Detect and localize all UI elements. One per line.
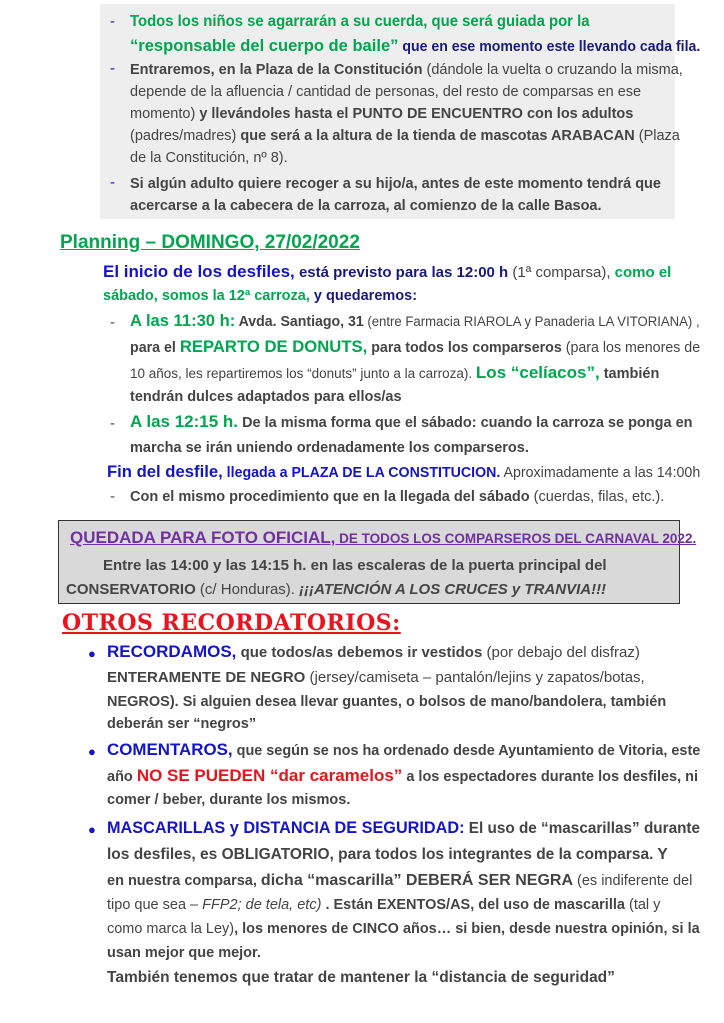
reminder-item [107,919,700,939]
reminder-text: (jersey/camiseta – pantalón/lejins y zapatos/botas, [305,669,645,686]
reminder-item [107,871,692,891]
reminder-text: dicha “mascarilla” DEBERÁ SER NEGRA [260,872,574,889]
reminder-text: deberán ser “negros” [107,716,257,732]
list-dash: - [110,314,115,331]
list-item [130,104,633,124]
item-text: marcha se irán uniendo ordenadamente los comparseros. [130,440,529,456]
planning-intro [103,262,671,283]
item-text: (Plaza [634,128,680,144]
reminder-text: ENTERAMENTE DE NEGRO [107,669,306,686]
item-text: para todos los comparseros [367,340,562,356]
reminder-text: en nuestra comparsa, [107,873,261,889]
reminder-text: (por debajo del disfraz) [482,644,640,661]
list-item [130,412,693,433]
intro-text: (1ª comparsa), [508,264,611,281]
item-text: (para los menores de [561,340,701,356]
otros-title: OTROS RECORDATORIOS: [62,610,401,636]
bullet-icon: ● [88,744,96,759]
reminder-text: comer / beber, durante los mismos. [107,792,351,808]
item-text: Los “celíacos”, [475,363,600,382]
list-dash: - [110,13,115,30]
reminder-text: que todos/as debemos ir vestidos [236,644,483,661]
intro-text: y quedaremos: [309,288,418,304]
time-label: A las 11:30 h: [130,311,236,330]
intro-text: está previsto para las 12:00 h [294,264,509,281]
item-text: (padres/madres) [130,128,241,144]
planning-intro [103,286,417,306]
photo-title [70,528,696,549]
reminder-text: ). Si alguien desea llevar guantes, o bolsos de mano/bandolera, también [169,694,667,710]
reminder-text: . Están EXENTOS/AS, del uso de mascarilla [325,897,625,913]
time-label: A las 12:15 h. [130,412,239,431]
item-text: también [599,366,660,382]
list-item [130,311,700,332]
fin-text: Aproximadamente a las 14:00h [500,465,701,481]
item-text: que será a la altura de la tienda de mascotas ARABACAN [240,128,635,144]
item-text: tendrán dulces adaptados para ellos/as [130,389,402,405]
photo-text-part: CONSERVATORIO [66,581,196,598]
reminder-text: FFP2; de tela, etc) [202,897,326,913]
list-item [130,363,659,384]
photo-title-text: QUEDADA PARA FOTO OFICIAL, [70,528,336,547]
reminder-text: que según se nos ha ordenado desde Ayuntamiento de Vitoria, este [232,743,701,759]
item-text: (dándole la vuelta o cruzando la misma, [422,62,683,78]
fin-desfile [107,462,700,483]
reminder-text: como marca la Ley) [107,921,235,937]
list-item [130,36,700,57]
reminder-text: (es indiferente del [573,873,693,889]
photo-text-part: (c/ Honduras). [195,581,300,598]
reminder-item [107,692,666,712]
intro-text: El inicio de los desfiles, [103,262,295,281]
item-text: que en ese momento este llevando cada fila. [398,39,701,55]
reminder-text: MASCARILLAS y DISTANCIA DE SEGURIDAD: [107,818,465,837]
photo-title-text: DE TODOS LOS COMPARSEROS DEL CARNAVAL 2022. [335,531,697,546]
item-text: (cuerdas, filas, etc.). [529,489,665,505]
reminder-text: a los espectadores durante los desfiles, ni [402,769,699,785]
reminder-item [107,818,700,839]
planning-title: Planning – DOMINGO, 27/02/2022 [60,232,360,253]
item-text: y llevándoles hasta el PUNTO DE ENCUENTRO con los adultos [199,106,634,122]
item-text: REPARTO DE DONUTS, [179,337,368,356]
item-text: 10 años, les repartiremos los “donuts” junto a la carroza). [130,366,476,381]
reminder-text: NO SE PUEDEN “dar caramelos” [136,766,403,785]
reminder-text: tipo que sea – [107,897,203,913]
list-item [130,337,700,358]
item-text: depende de la afluencia / cantidad de personas, del resto de comparsas en ese [130,84,642,100]
list-dash: - [110,60,115,77]
reminder-text: usan mejor que mejor. [107,945,261,961]
photo-text: Entre las 14:00 y las 14:15 h. en las escaleras de la puerta principal del [103,557,607,574]
photo-text-part: ¡¡¡ATENCIÓN A LOS CRUCES y TRANVIA!!! [299,581,607,598]
item-text: de la Constitución, nº 8). [130,150,288,166]
list-dash: - [110,415,115,432]
item-text: Con el mismo procedimiento que en la llegada del sábado [130,489,530,505]
item-text: para el [130,340,180,356]
fin-text: llegada a PLAZA DE LA CONSTITUCION. [222,465,501,481]
item-text: Todos los niños se agarrarán a su cuerda, que será guiada por la [130,13,590,30]
item-text: Entraremos, en la Plaza de la Constitución [130,62,423,78]
reminder-text: (tal y [624,897,661,913]
item-text: Si algún adulto quiere recoger a su hijo/a, antes de este momento tendrá que [130,176,661,192]
reminder-text: NEGROS [107,694,170,710]
reminder-text: También tenemos que tratar de mantener la “distancia de seguridad” [107,969,615,986]
item-text: (entre Farmacia RIAROLA y Panaderia LA VITORIANA) , [363,314,700,329]
item-text: De la misma forma que el sábado: cuando la carroza se ponga en [238,415,693,431]
bullet-icon: ● [88,646,96,661]
list-item [130,12,609,32]
reminder-item [107,895,660,915]
item-text: Avda. Santiago, 31 [235,314,364,330]
list-item [130,487,664,507]
item-text: “responsable del cuerpo de baile” [130,36,399,55]
reminder-text: los desfiles, es OBLIGATORIO, para todos los integrantes de la comparsa. Y [107,846,668,863]
list-dash: - [110,488,115,505]
reminder-item [107,740,700,761]
intro-text: sábado, somos la 12ª carroza, [103,288,310,304]
reminder-text: COMENTAROS, [107,740,233,759]
list-item [130,60,683,80]
list-item [130,126,680,146]
reminder-item [107,668,645,688]
fin-text: Fin del desfile, [107,462,223,481]
list-dash: - [110,174,115,191]
reminder-text: RECORDAMOS, [107,642,237,661]
reminder-item [107,766,698,787]
reminder-item [107,642,640,663]
bullet-icon: ● [88,822,96,837]
photo-text [66,580,606,600]
item-text: acercarse a la cabecera de la carroza, al comienzo de la calle Basoa. [130,198,602,214]
reminder-text: El uso de “mascarillas” durante [464,820,701,837]
reminder-text: año [107,769,137,785]
intro-text: como el [610,264,672,281]
item-text: momento) [130,106,200,122]
reminder-text: , los menores de CINCO años… si bien, desde nuestra opinión, si la [234,921,700,937]
